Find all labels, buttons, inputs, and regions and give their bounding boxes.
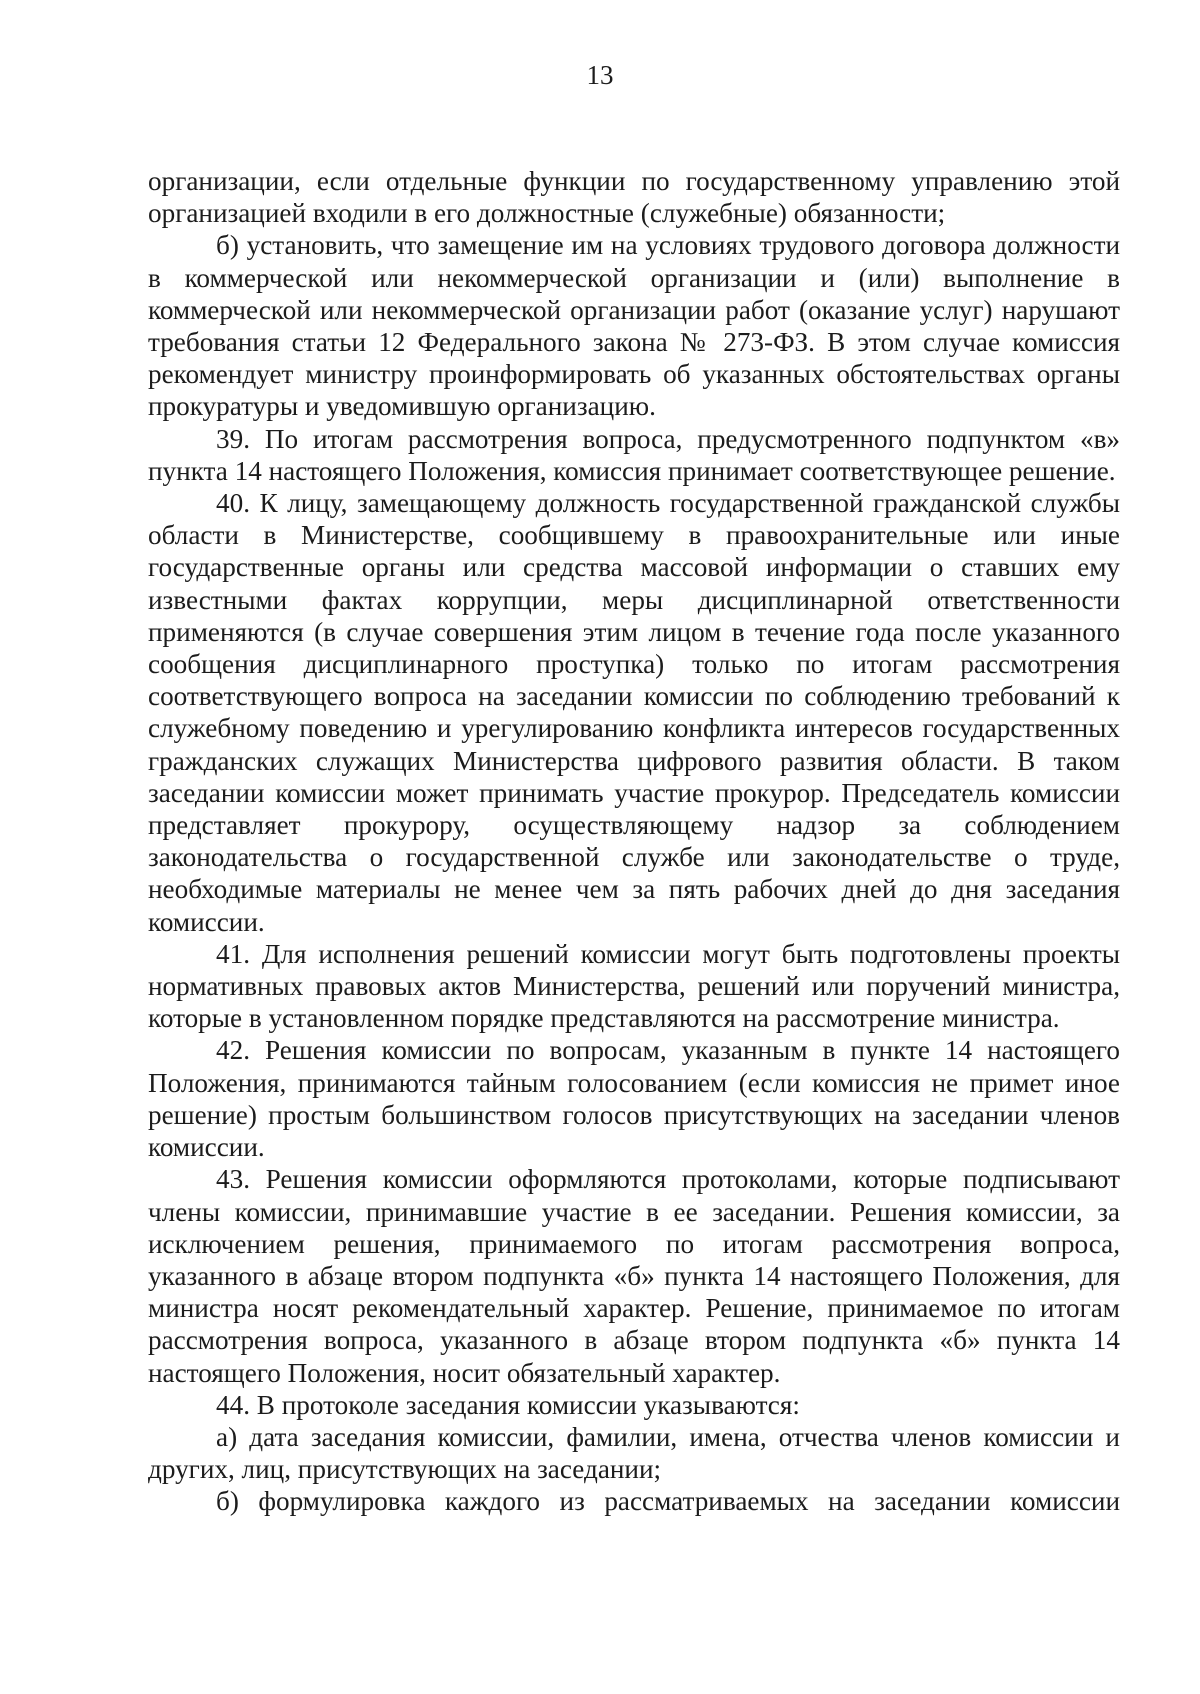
paragraph-39: 39. По итогам рассмотрения вопроса, предусмотренного подпунктом «в» пункта 14 настоящего Положения, комиссия принимает соответствующее решение. <box>148 423 1120 486</box>
paragraph-continuation: организации, если отдельные функции по государственному управлению этой организацией входили в его должностные (служебные) обязанности; <box>148 166 1120 229</box>
paragraph-40: 40. К лицу, замещающему должность государственной гражданской службы области в Министерстве, сообщившему в правоохранительные или иные государственные органы или средства массовой информации о ставших ему известными фактах коррупции, меры дисциплинарной ответственности применяются (в случае совершения этим лицом в течение года после указанного сообщения дисциплинарного проступка) только по итогам рассмотрения соответствующего вопроса на заседании комиссии по соблюдению требований к служебному поведению и урегулированию конфликта интересов государственных гражданских служащих Министерства цифрового развития области. В таком заседании комиссии может принимать участие прокурор. Председатель комиссии представляет прокурору, осуществляющему надзор за соблюдением законодательства о государственной службе или законодательстве о труде, необходимые материалы не менее чем за пять рабочих дней до дня заседания комиссии. <box>148 488 1120 937</box>
paragraph-42: 42. Решения комиссии по вопросам, указанным в пункте 14 настоящего Положения, принимаются тайным голосованием (если комиссия не примет иное решение) простым большинством голосов присутствующих на заседании членов комиссии. <box>148 1035 1120 1163</box>
paragraph-44-subitem-b: б) формулировка каждого из рассматриваемых на заседании комиссии <box>216 1486 1120 1517</box>
paragraph-43: 43. Решения комиссии оформляются протоколами, которые подписывают члены комиссии, принимавшие участие в ее заседании. Решения комиссии, за исключением решения, принимаемого по итогам рассмотрения вопроса, указанного в абзаце втором подпункта «б» пункта 14 настоящего Положения, для министра носят рекомендательный характер. Решение, принимаемое по итогам рассмотрения вопроса, указанного в абзаце втором подпункта «б» пункта 14 настоящего Положения, носит обязательный характер. <box>148 1164 1120 1388</box>
page-number: 13 <box>586 60 614 90</box>
paragraph-subitem-b-establish: б) установить, что замещение им на условиях трудового договора должности в коммерческой или некоммерческой организации и (или) выполнение в коммерческой или некоммерческой организации работ (оказание услуг) нарушают требования статьи 12 Федерального закона № 273-ФЗ. В этом случае комиссия рекомендует министру проинформировать об указанных обстоятельствах органы прокуратуры и уведомившую организацию. <box>148 230 1120 422</box>
document-body <box>148 165 1120 1518</box>
paragraph-44-subitem-a: а) дата заседания комиссии, фамилии, имена, отчества членов комиссии и других, лиц, присутствующих на заседании; <box>148 1421 1120 1485</box>
paragraph-41: 41. Для исполнения решений комиссии могут быть подготовлены проекты нормативных правовых актов Министерства, решений или поручений министра, которые в установленном порядке представляются на рассмотрение министра. <box>148 938 1120 1034</box>
paragraph-44: 44. В протоколе заседания комиссии указываются: <box>216 1389 800 1420</box>
